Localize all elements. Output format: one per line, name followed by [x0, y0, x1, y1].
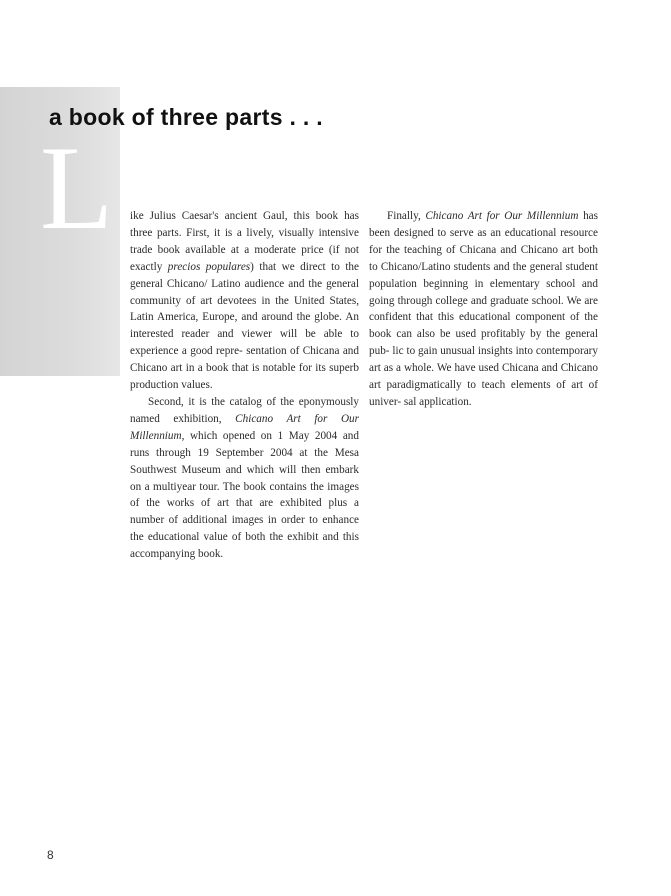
italic-book-title: Chicano Art for Our Millennium: [425, 210, 579, 222]
paragraph-catalog: [130, 394, 359, 563]
paragraph-educational: [369, 208, 598, 411]
paragraph-intro: [130, 208, 359, 394]
text-run: ) that we direct to the general Chicano/ Latino audience and the general community of art devotees in the United States, Latin America, Europe, and around the globe. An interested reader and viewer will be able to experience a good repre- sentation of Chicana and Chicano art in a book that is notable for its superb production values.: [130, 260, 359, 392]
italic-book-title: Chicano Art for Our Millennium: [130, 412, 359, 442]
page-number: 8: [47, 848, 54, 862]
text-run: Finally,: [387, 210, 426, 222]
italic-phrase-precios-populares: precios populares: [167, 260, 251, 273]
text-run: ike Julius Caesar's ancient Gaul, this book has three parts. First, it is a lively, visually intensive trade book available at a moderate price (if not exactly: [130, 210, 359, 273]
section-title: a book of three parts . . .: [49, 104, 323, 130]
right-text-column: [369, 208, 598, 411]
text-run: has been designed to serve as an educational resource for the teaching of Chicana and Chicano art both to Chicano/Latino students and the general student population beginning in elementary school and going through college and graduate school. We are confident that this educational component of the book can also be used profitably by the general pub- lic to gain unusual insights into contemporary art as a whole. We have used Chicana and Chicano art paradigmatically to teach elements of art of univer- sal application.: [369, 210, 598, 408]
text-run: , which opened on 1 May 2004 and runs through 19 September 2004 at the Mesa Southwest Museum and which will then embark on a multiyear tour. The book contains the images of the works of art that are exhibited plus a number of additional images in order to enhance the educational value of both the exhibit and this accompanying book.: [130, 429, 359, 561]
drop-cap-letter: L: [40, 121, 114, 254]
text-run: Second, it is the catalog of the eponymously named exhibition,: [130, 395, 359, 425]
left-text-column: [130, 208, 359, 563]
